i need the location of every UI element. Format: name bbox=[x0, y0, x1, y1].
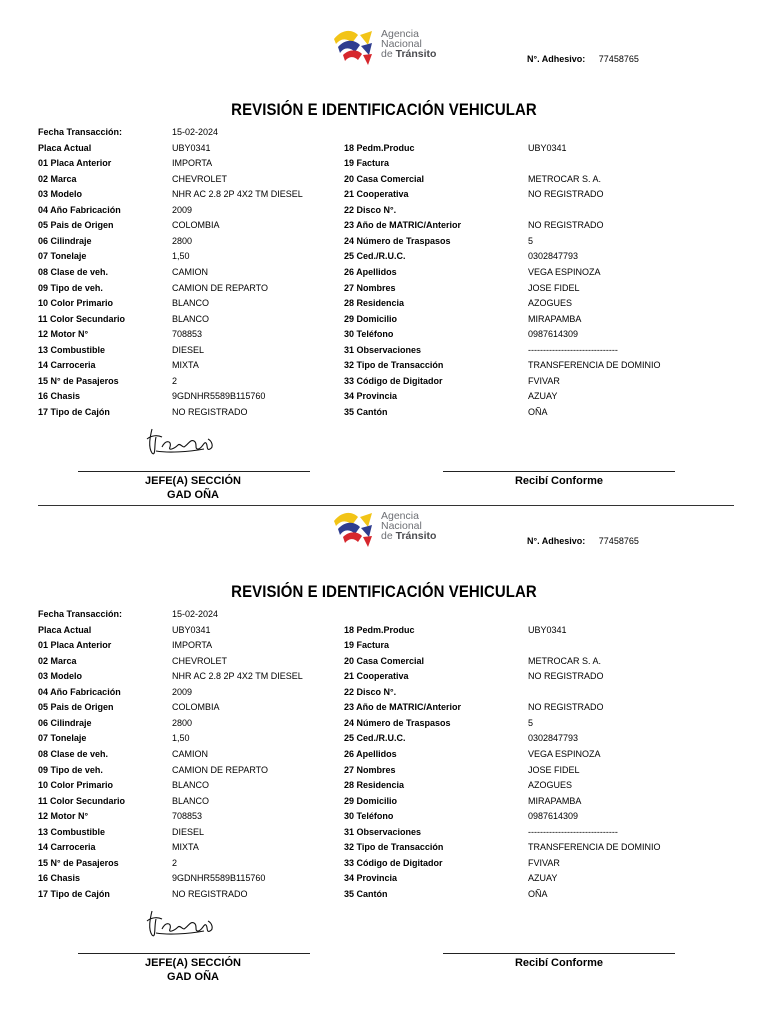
field-label: 16 Chasis bbox=[38, 391, 81, 402]
field-value: DIESEL bbox=[172, 344, 205, 355]
field-row bbox=[0, 234, 768, 248]
adhesivo-label: N°. Adhesivo: bbox=[527, 536, 586, 546]
signature-image bbox=[144, 903, 218, 941]
field-label: 01 Placa Anterior bbox=[38, 640, 112, 651]
agency-name-line: Agencia bbox=[381, 510, 419, 522]
field-row bbox=[0, 840, 768, 854]
field-value: METROCAR S. A. bbox=[528, 173, 602, 184]
agency-name-strong: Tránsito bbox=[395, 530, 437, 542]
field-label: 28 Residencia bbox=[344, 298, 405, 309]
field-label: 34 Provincia bbox=[344, 391, 398, 402]
field-row bbox=[0, 249, 768, 263]
agency-name bbox=[381, 29, 436, 59]
field-value: IMPORTA bbox=[172, 640, 213, 651]
field-value: NHR AC 2.8 2P 4X2 TM DIESEL bbox=[172, 671, 303, 682]
field-row bbox=[0, 358, 768, 372]
field-value: 15-02-2024 bbox=[172, 127, 219, 137]
field-value: 1,50 bbox=[172, 733, 190, 744]
field-value: 2 bbox=[172, 375, 178, 386]
field-value: NO REGISTRADO bbox=[172, 888, 248, 899]
field-label: 24 Número de Traspasos bbox=[344, 235, 451, 246]
field-value: MIRAPAMBA bbox=[528, 313, 582, 324]
field-label: 04 Año Fabricación bbox=[38, 204, 121, 215]
field-value: ------------------------------ bbox=[528, 826, 618, 837]
agency-logo bbox=[330, 507, 450, 551]
field-row bbox=[0, 296, 768, 310]
field-label: 35 Cantón bbox=[344, 406, 388, 417]
signature-line-left bbox=[78, 953, 310, 954]
field-label: 08 Clase de veh. bbox=[38, 748, 109, 759]
field-value: COLOMBIA bbox=[172, 220, 220, 231]
field-label: 21 Cooperativa bbox=[344, 671, 409, 682]
field-value: UBY0341 bbox=[528, 624, 567, 635]
field-row bbox=[0, 405, 768, 419]
field-row bbox=[0, 265, 768, 279]
signature-caption-left: JEFE(A) SECCIÓN bbox=[145, 957, 241, 969]
field-row bbox=[0, 218, 768, 232]
agency-name-prefix: de bbox=[381, 530, 393, 542]
field-value: 15-02-2024 bbox=[172, 609, 219, 619]
field-label: 30 Teléfono bbox=[344, 329, 394, 340]
document-title: REVISIÓN E IDENTIFICACIÓN VEHICULAR bbox=[231, 100, 537, 119]
adhesivo-label: N°. Adhesivo: bbox=[527, 54, 586, 64]
field-label: 05 Pais de Origen bbox=[38, 702, 114, 713]
field-label: 22 Disco N°. bbox=[344, 204, 397, 215]
field-value: MIRAPAMBA bbox=[528, 795, 582, 806]
field-label: 22 Disco N°. bbox=[344, 686, 397, 697]
field-label: 09 Tipo de veh. bbox=[38, 764, 103, 775]
field-value: MIXTA bbox=[172, 842, 199, 853]
field-value: NHR AC 2.8 2P 4X2 TM DIESEL bbox=[172, 189, 303, 200]
field-value: CHEVROLET bbox=[172, 173, 228, 184]
field-row bbox=[0, 374, 768, 388]
field-value: BLANCO bbox=[172, 298, 210, 309]
field-value: NO REGISTRADO bbox=[528, 671, 604, 682]
field-label: 29 Domicilio bbox=[344, 795, 398, 806]
field-label: 17 Tipo de Cajón bbox=[38, 406, 110, 417]
field-label: 10 Color Primario bbox=[38, 780, 114, 791]
field-row bbox=[0, 887, 768, 901]
field-row bbox=[0, 716, 768, 730]
signature-line-left bbox=[78, 471, 310, 472]
field-label: 06 Cilindraje bbox=[38, 235, 92, 246]
field-value: 9GDNHR5589B115760 bbox=[172, 391, 266, 402]
field-label: 18 Pedm.Produc bbox=[344, 624, 415, 635]
signature-line-right bbox=[443, 471, 675, 472]
field-label: 25 Ced./R.U.C. bbox=[344, 251, 406, 262]
field-value: 5 bbox=[528, 235, 534, 246]
field-row bbox=[0, 856, 768, 870]
field-row bbox=[0, 825, 768, 839]
agency-name-line: Nacional bbox=[381, 38, 422, 50]
field-value: DIESEL bbox=[172, 826, 205, 837]
field-value: 5 bbox=[528, 717, 534, 728]
field-value: 9GDNHR5589B115760 bbox=[172, 873, 266, 884]
field-value: FVIVAR bbox=[528, 857, 560, 868]
field-label: 28 Residencia bbox=[344, 780, 405, 791]
agency-name-line: Nacional bbox=[381, 520, 422, 532]
field-value: TRANSFERENCIA DE DOMINIO bbox=[528, 360, 661, 371]
field-value: UBY0341 bbox=[528, 142, 567, 153]
field-label: 26 Apellidos bbox=[344, 266, 397, 277]
field-value: BLANCO bbox=[172, 313, 210, 324]
field-label: 05 Pais de Origen bbox=[38, 220, 114, 231]
adhesivo bbox=[527, 54, 639, 64]
field-label: 31 Observaciones bbox=[344, 826, 422, 837]
field-label: Fecha Transacción: bbox=[38, 127, 123, 137]
field-label: 32 Tipo de Transacción bbox=[344, 842, 444, 853]
field-row bbox=[0, 156, 768, 170]
agency-name-line: Agencia bbox=[381, 28, 419, 40]
document-title: REVISIÓN E IDENTIFICACIÓN VEHICULAR bbox=[231, 582, 537, 601]
field-label: 12 Motor N° bbox=[38, 811, 89, 822]
signature-caption-right: Recibí Conforme bbox=[514, 957, 603, 969]
field-value: 2 bbox=[172, 857, 178, 868]
field-value: 2800 bbox=[172, 235, 193, 246]
field-value: NO REGISTRADO bbox=[528, 220, 604, 231]
field-row bbox=[0, 685, 768, 699]
field-value: CHEVROLET bbox=[172, 655, 228, 666]
field-label: Fecha Transacción: bbox=[38, 609, 123, 619]
field-label: Placa Actual bbox=[38, 624, 92, 635]
field-value: 0987614309 bbox=[528, 811, 579, 822]
field-label: 19 Factura bbox=[344, 158, 390, 169]
field-value: 708853 bbox=[172, 329, 203, 340]
field-label: 33 Código de Digitador bbox=[344, 375, 443, 386]
field-value: NO REGISTRADO bbox=[172, 406, 248, 417]
field-label: 16 Chasis bbox=[38, 873, 81, 884]
field-label: 32 Tipo de Transacción bbox=[344, 360, 444, 371]
field-label: 02 Marca bbox=[38, 655, 77, 666]
field-row bbox=[0, 669, 768, 683]
field-value: NO REGISTRADO bbox=[528, 189, 604, 200]
field-row bbox=[0, 125, 340, 139]
field-label: 23 Año de MATRIC/Anterior bbox=[344, 702, 462, 713]
field-row bbox=[0, 654, 768, 668]
field-row bbox=[0, 172, 768, 186]
signature-caption-left-sub: GAD OÑA bbox=[167, 489, 219, 501]
signature-caption-left-sub: GAD OÑA bbox=[167, 971, 219, 983]
field-label: 17 Tipo de Cajón bbox=[38, 888, 110, 899]
field-row bbox=[0, 187, 768, 201]
field-label: 27 Nombres bbox=[344, 764, 396, 775]
field-row bbox=[0, 638, 768, 652]
field-label: 12 Motor N° bbox=[38, 329, 89, 340]
document-copy bbox=[0, 507, 768, 983]
adhesivo bbox=[527, 536, 639, 546]
field-label: 04 Año Fabricación bbox=[38, 686, 121, 697]
agency-logo-icon bbox=[330, 25, 374, 69]
field-label: 03 Modelo bbox=[38, 671, 83, 682]
field-label: 34 Provincia bbox=[344, 873, 398, 884]
adhesivo-value: 77458765 bbox=[598, 54, 639, 64]
field-value: 0987614309 bbox=[528, 329, 579, 340]
field-label: 29 Domicilio bbox=[344, 313, 398, 324]
field-value: 708853 bbox=[172, 811, 203, 822]
field-value: VEGA ESPINOZA bbox=[528, 748, 601, 759]
field-label: 18 Pedm.Produc bbox=[344, 142, 415, 153]
copy-separator bbox=[38, 505, 734, 506]
field-row bbox=[0, 389, 768, 403]
field-label: 20 Casa Comercial bbox=[344, 655, 425, 666]
field-row bbox=[0, 809, 768, 823]
field-row bbox=[0, 763, 768, 777]
field-row bbox=[0, 327, 768, 341]
field-label: 03 Modelo bbox=[38, 189, 83, 200]
field-value: 2800 bbox=[172, 717, 193, 728]
field-label: 01 Placa Anterior bbox=[38, 158, 112, 169]
field-value: OÑA bbox=[528, 406, 548, 417]
field-row bbox=[0, 312, 768, 326]
field-row bbox=[0, 203, 768, 217]
field-value: 2009 bbox=[172, 686, 193, 697]
field-value: UBY0341 bbox=[172, 142, 211, 153]
field-value: AZOGUES bbox=[528, 298, 573, 309]
field-row bbox=[0, 731, 768, 745]
agency-logo bbox=[330, 25, 450, 69]
field-label: 07 Tonelaje bbox=[38, 733, 87, 744]
field-label: 13 Combustible bbox=[38, 344, 106, 355]
field-label: 26 Apellidos bbox=[344, 748, 397, 759]
field-label: 20 Casa Comercial bbox=[344, 173, 425, 184]
signature-image bbox=[144, 421, 218, 459]
field-label: 31 Observaciones bbox=[344, 344, 422, 355]
field-label: 07 Tonelaje bbox=[38, 251, 87, 262]
agency-name-prefix: de bbox=[381, 48, 393, 60]
field-value: ------------------------------ bbox=[528, 344, 618, 355]
agency-name-strong: Tránsito bbox=[395, 48, 437, 60]
field-value: BLANCO bbox=[172, 780, 210, 791]
field-label: 02 Marca bbox=[38, 173, 77, 184]
field-value: METROCAR S. A. bbox=[528, 655, 602, 666]
field-row bbox=[0, 281, 768, 295]
field-row bbox=[0, 623, 768, 637]
adhesivo-value: 77458765 bbox=[598, 536, 639, 546]
field-label: 35 Cantón bbox=[344, 888, 388, 899]
field-label: 30 Teléfono bbox=[344, 811, 394, 822]
field-label: 14 Carroceria bbox=[38, 360, 96, 371]
field-label: 15 N° de Pasajeros bbox=[38, 375, 119, 386]
signature-line-right bbox=[443, 953, 675, 954]
agency-name bbox=[381, 511, 436, 541]
signature-caption-left: JEFE(A) SECCIÓN bbox=[145, 475, 241, 487]
field-label: 11 Color Secundario bbox=[38, 313, 126, 324]
field-value: AZUAY bbox=[528, 391, 558, 402]
field-value: 0302847793 bbox=[528, 251, 579, 262]
field-label: 08 Clase de veh. bbox=[38, 266, 109, 277]
field-value: FVIVAR bbox=[528, 375, 560, 386]
field-row bbox=[0, 794, 768, 808]
field-value: AZOGUES bbox=[528, 780, 573, 791]
field-label: 15 N° de Pasajeros bbox=[38, 857, 119, 868]
field-value: JOSE FIDEL bbox=[528, 764, 580, 775]
field-label: 11 Color Secundario bbox=[38, 795, 126, 806]
field-value: UBY0341 bbox=[172, 624, 211, 635]
field-value: BLANCO bbox=[172, 795, 210, 806]
field-label: 27 Nombres bbox=[344, 282, 396, 293]
field-value: COLOMBIA bbox=[172, 702, 220, 713]
field-value: OÑA bbox=[528, 888, 548, 899]
field-value: 2009 bbox=[172, 204, 193, 215]
field-label: 09 Tipo de veh. bbox=[38, 282, 103, 293]
field-row bbox=[0, 141, 768, 155]
field-label: Placa Actual bbox=[38, 142, 92, 153]
field-row bbox=[0, 871, 768, 885]
document-copy bbox=[0, 25, 768, 501]
field-row bbox=[0, 778, 768, 792]
field-value: CAMION DE REPARTO bbox=[172, 764, 269, 775]
field-row bbox=[0, 747, 768, 761]
field-label: 13 Combustible bbox=[38, 826, 106, 837]
field-label: 33 Código de Digitador bbox=[344, 857, 443, 868]
field-value: NO REGISTRADO bbox=[528, 702, 604, 713]
field-row bbox=[0, 343, 768, 357]
field-value: 1,50 bbox=[172, 251, 190, 262]
signature-caption-right: Recibí Conforme bbox=[514, 475, 603, 487]
field-value: AZUAY bbox=[528, 873, 558, 884]
field-value: IMPORTA bbox=[172, 158, 213, 169]
field-row bbox=[0, 607, 340, 621]
field-value: MIXTA bbox=[172, 360, 199, 371]
field-value: 0302847793 bbox=[528, 733, 579, 744]
field-label: 21 Cooperativa bbox=[344, 189, 409, 200]
field-label: 10 Color Primario bbox=[38, 298, 114, 309]
field-label: 06 Cilindraje bbox=[38, 717, 92, 728]
field-label: 23 Año de MATRIC/Anterior bbox=[344, 220, 462, 231]
field-label: 24 Número de Traspasos bbox=[344, 717, 451, 728]
field-value: JOSE FIDEL bbox=[528, 282, 580, 293]
field-value: CAMION bbox=[172, 748, 208, 759]
field-value: VEGA ESPINOZA bbox=[528, 266, 601, 277]
field-label: 14 Carroceria bbox=[38, 842, 96, 853]
field-value: CAMION bbox=[172, 266, 208, 277]
field-value: CAMION DE REPARTO bbox=[172, 282, 269, 293]
field-label: 19 Factura bbox=[344, 640, 390, 651]
agency-logo-icon bbox=[330, 507, 374, 551]
field-value: TRANSFERENCIA DE DOMINIO bbox=[528, 842, 661, 853]
field-label: 25 Ced./R.U.C. bbox=[344, 733, 406, 744]
field-row bbox=[0, 700, 768, 714]
